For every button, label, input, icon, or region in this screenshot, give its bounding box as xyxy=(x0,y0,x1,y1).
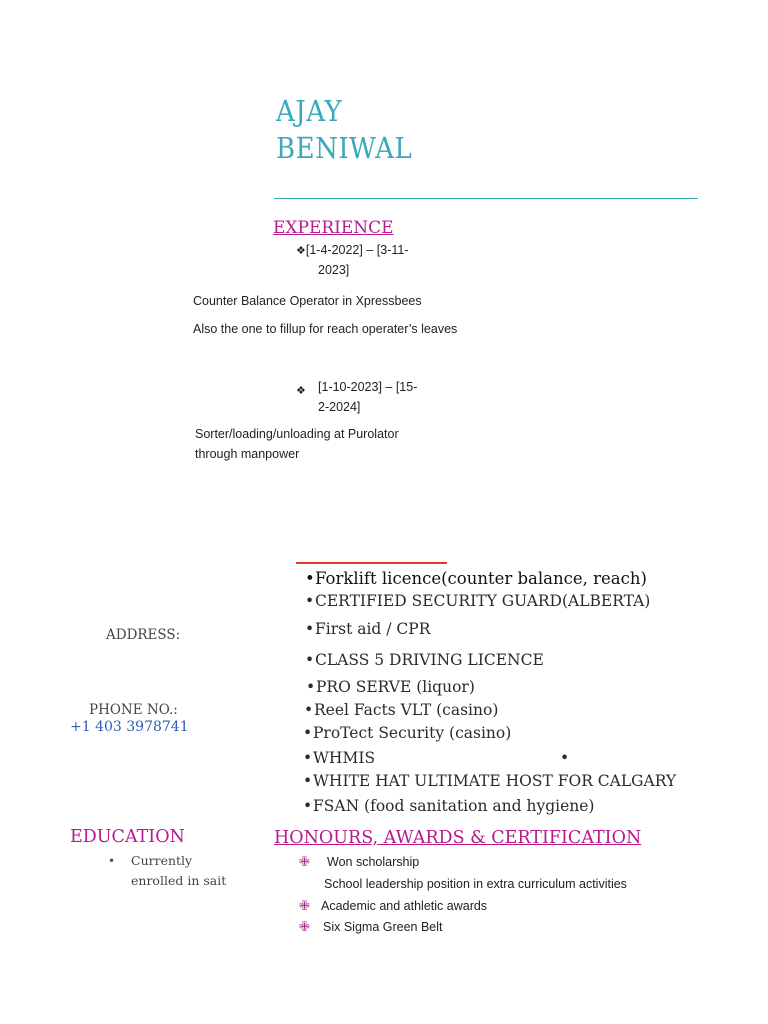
cert-item: •PRO SERVE (liquor) xyxy=(306,678,475,696)
phone-label: PHONE NO.: xyxy=(89,702,178,718)
cert-item: •WHITE HAT ULTIMATE HOST FOR CALGARY xyxy=(303,772,677,790)
job-1-date xyxy=(296,243,408,258)
job-1-line-2: Also the one to fillup for reach operater’s leaves xyxy=(193,322,458,336)
cross-bullet-icon: ✙ xyxy=(299,919,310,934)
job-2-line-1: Sorter/loading/unloading at Purolator xyxy=(195,427,399,441)
address-label: ADDRESS: xyxy=(106,627,181,643)
job-1-date-line2: 2023] xyxy=(318,263,350,277)
job-2-line-2: through manpower xyxy=(195,447,300,461)
cross-bullet-icon: ✙ xyxy=(299,854,310,869)
honours-item: ✙ Academic and athletic awards xyxy=(299,898,488,913)
cert-item: •Reel Facts VLT (casino) xyxy=(304,701,499,719)
stray-dot: • xyxy=(560,749,570,767)
honours-item: ✙ Six Sigma Green Belt xyxy=(299,919,443,934)
education-line-1: Currently xyxy=(131,853,193,868)
job-1-date-line1: [1-4-2022] – [3-11- xyxy=(305,243,409,257)
education-line-2: enrolled in sait xyxy=(131,873,227,888)
honours-heading: HONOURS, AWARDS & CERTIFICATION xyxy=(274,828,642,848)
cert-item: •CLASS 5 DRIVING LICENCE xyxy=(305,651,544,669)
job-2-date xyxy=(296,379,306,398)
certifications-divider xyxy=(296,562,447,564)
cert-item: •WHMIS xyxy=(303,749,376,767)
cert-item: •Forklift licence(counter balance, reach) xyxy=(305,569,647,588)
diamond-bullet-icon: ❖ xyxy=(296,244,306,257)
job-2-date-line1: [1-10-2023] – [15- xyxy=(318,380,418,394)
cross-bullet-icon: ✙ xyxy=(299,898,310,913)
honours-item-sub: School leadership position in extra curriculum activities xyxy=(324,877,627,891)
job-2-date-line2: 2-2024] xyxy=(318,400,361,414)
header-divider xyxy=(274,198,698,199)
phone-value: +1 403 3978741 xyxy=(70,719,189,735)
cert-item: •ProTect Security (casino) xyxy=(303,724,512,742)
job-1-line-1: Counter Balance Operator in Xpressbees xyxy=(193,294,422,308)
first-name: AJAY xyxy=(276,94,343,128)
cert-item: •FSAN (food sanitation and hygiene) xyxy=(303,797,595,815)
education-bullet: • xyxy=(108,854,116,868)
education-heading: EDUCATION xyxy=(70,827,185,847)
last-name: BENIWAL xyxy=(276,131,413,165)
honours-item: ✙ Won scholarship xyxy=(299,854,420,869)
diamond-bullet-icon: ❖ xyxy=(296,384,306,397)
experience-heading: EXPERIENCE xyxy=(273,218,394,238)
cert-item: •First aid / CPR xyxy=(305,620,431,638)
cert-item: •CERTIFIED SECURITY GUARD(ALBERTA) xyxy=(305,592,651,610)
